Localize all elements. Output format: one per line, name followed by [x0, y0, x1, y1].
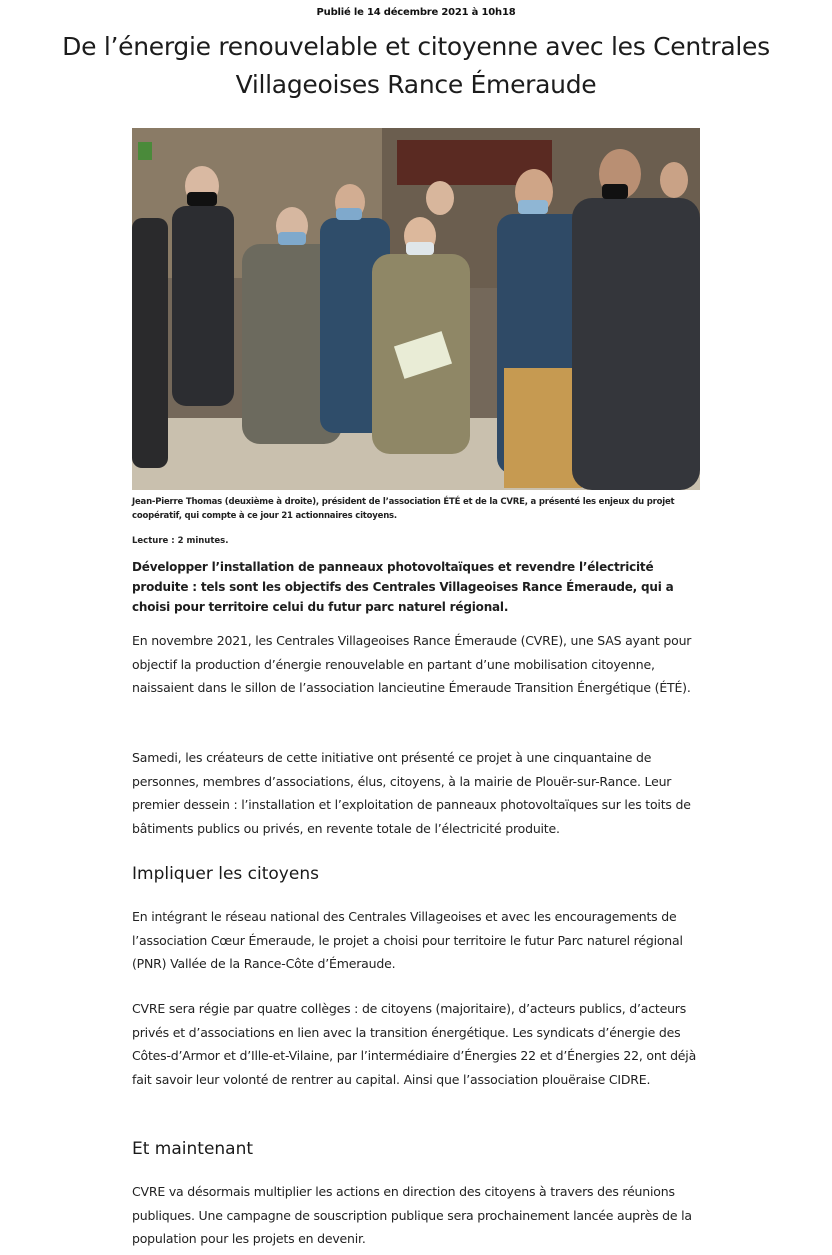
- paragraph-5: CVRE va désormais multiplier les actions en direction des citoyens à travers des réunions publiques. Une campagne de souscription publique sera prochainement lancée auprès de la population pour les projets en devenir.: [132, 1184, 692, 1246]
- photo-caption: Jean-Pierre Thomas (deuxième à droite), président de l’association ÉTÉ et de la CVRE, a présenté les enjeux du projet coopératif, qui compte à ce jour 21 actionnaires citoyens.: [132, 497, 675, 521]
- paragraph-4: CVRE sera régie par quatre collèges : de citoyens (majoritaire), d’acteurs publics, d’acteurs privés et d’associations en lien avec la transition énergétique. Les syndicats d’énergie des Côtes-d’Armor et d’Ille-et-Vilaine, par l’intermédiaire d’Énergies 22 et d’Énergies 22, ont déjà fait savoir leur volonté de rentrer au capital. Ainsi que l’association plouëraise CIDRE.: [132, 1001, 697, 1087]
- reading-time: Lecture : 2 minutes.: [132, 536, 229, 546]
- article-lede: Développer l’installation de panneaux photovoltaïques et revendre l’électricité produite : tels sont les objectifs des Centrales Villageoises Rance Émeraude, qui a choisi pour territoire celui du futur parc naturel régional.: [132, 560, 674, 614]
- publication-date: Publié le 14 décembre 2021 à 10h18: [316, 7, 516, 18]
- paragraph-1: En novembre 2021, les Centrales Villageoises Rance Émeraude (CVRE), une SAS ayant pour objectif la production d’énergie renouvelable en partant d’une mobilisation citoyenne, naissaient dans le sillon de l’association lancieutine Émeraude Transition Énergétique (ÉTÉ).: [132, 633, 692, 695]
- article-photo: [132, 128, 700, 490]
- article-title: De l’énergie renouvelable et citoyenne avec les Centrales Villageoises Rance Émeraude: [62, 32, 770, 99]
- subheading-citoyens: Impliquer les citoyens: [132, 864, 319, 884]
- paragraph-2: Samedi, les créateurs de cette initiative ont présenté ce projet à une cinquantaine de personnes, membres d’associations, élus, citoyens, à la mairie de Plouër-sur-Rance. Leur premier dessein : l’installation et l’exploitation de panneaux photovoltaïques sur les toits de bâtiments publics ou privés, en revente totale de l’électricité produite.: [132, 750, 691, 836]
- subheading-maintenant: Et maintenant: [132, 1139, 254, 1159]
- group-photo-illustration: [132, 128, 700, 490]
- paragraph-3: En intégrant le réseau national des Centrales Villageoises et avec les encouragements de l’association Cœur Émeraude, le projet a choisi pour territoire le futur Parc naturel régional (PNR) Vallée de la Rance-Côte d’Émeraude.: [132, 909, 683, 971]
